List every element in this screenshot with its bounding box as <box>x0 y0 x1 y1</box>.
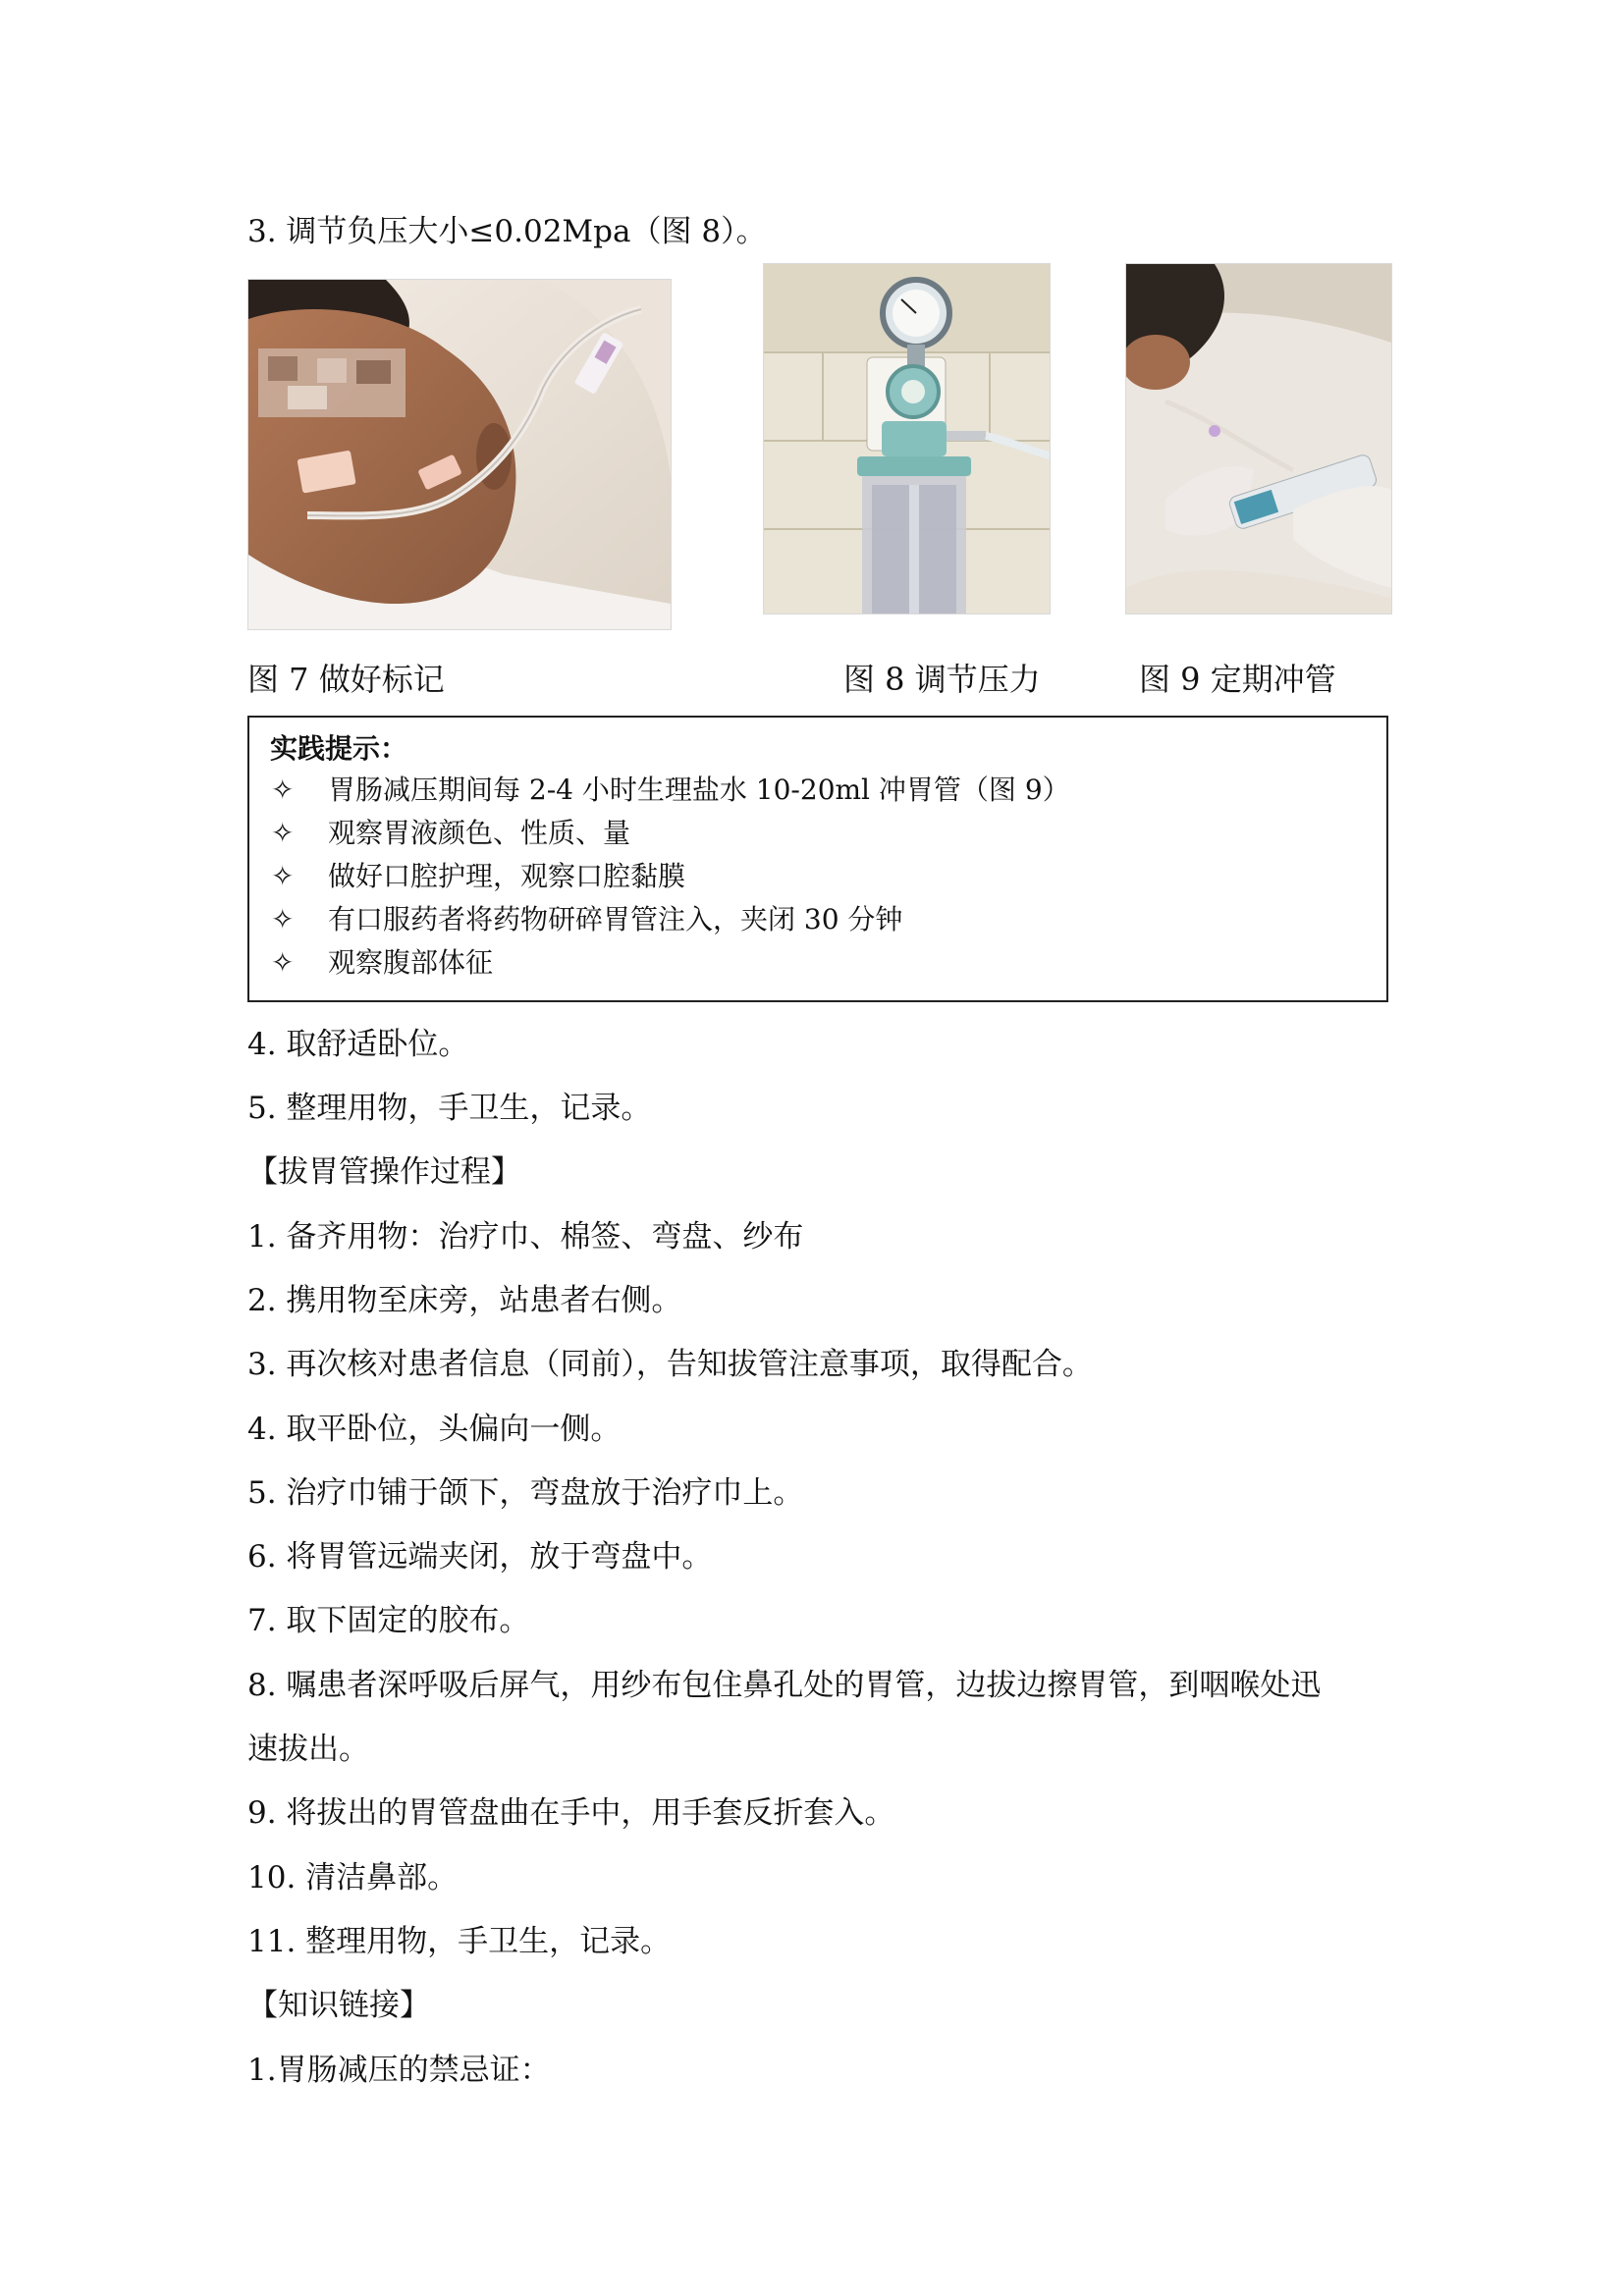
diamond-marker-icon: ✧ <box>271 774 295 806</box>
tip-item <box>271 859 685 894</box>
figure-9-photo <box>1125 263 1392 614</box>
remove-step-11: 11. 整理用物，手卫生，记录。 <box>247 1924 672 1959</box>
remove-step-6: 6. 将胃管远端夹闭，放于弯盘中。 <box>247 1539 713 1575</box>
tip-item <box>271 773 1070 808</box>
practice-tips-title: 实践提示： <box>270 732 408 765</box>
knowledge-item-1: 1.胃肠减压的禁忌证： <box>247 2053 551 2088</box>
remove-step-7: 7. 取下固定的胶布。 <box>247 1603 530 1638</box>
figure-7-photo <box>247 279 672 630</box>
figure-7-caption: 图 7 做好标记 <box>247 661 445 698</box>
remove-step-8: 8. 嘱患者深呼吸后屏气，用纱布包住鼻孔处的胃管，边拔边擦胃管，到咽喉处迅 <box>247 1668 1322 1703</box>
tip-text: 观察腹部体征 <box>328 946 494 979</box>
tip-text: 有口服药者将药物研碎胃管注入，夹闭 30 分钟 <box>328 903 903 935</box>
diamond-marker-icon: ✧ <box>271 860 295 892</box>
figure-8-caption: 图 8 调节压力 <box>843 661 1041 698</box>
tip-item <box>271 945 493 981</box>
tip-text: 做好口腔护理，观察口腔黏膜 <box>328 860 686 892</box>
step-4: 4. 取舒适卧位。 <box>247 1027 469 1062</box>
remove-step-10: 10. 清洁鼻部。 <box>247 1860 459 1896</box>
remove-step-5: 5. 治疗巾铺于颌下，弯盘放于治疗巾上。 <box>247 1475 804 1511</box>
tip-item <box>271 816 630 851</box>
remove-step-9: 9. 将拔出的胃管盘曲在手中，用手套反折套入。 <box>247 1795 895 1831</box>
tip-item <box>271 902 902 937</box>
tip-text: 观察胃液颜色、性质、量 <box>328 817 631 849</box>
remove-step-3: 3. 再次核对患者信息（同前），告知拔管注意事项，取得配合。 <box>247 1347 1093 1382</box>
patient-tube-image <box>248 280 671 629</box>
diamond-marker-icon: ✧ <box>271 903 295 935</box>
section-remove-title: 【拔胃管操作过程】 <box>247 1154 521 1190</box>
step-3-adjust-pressure: 3. 调节负压大小≤0.02Mpa（图 8）。 <box>247 214 767 249</box>
tip-text: 胃肠减压期间每 2-4 小时生理盐水 10-20ml 冲胃管（图 9） <box>328 774 1070 806</box>
diamond-marker-icon: ✧ <box>271 817 295 849</box>
remove-step-2: 2. 携用物至床旁，站患者右侧。 <box>247 1283 682 1318</box>
figure-9-caption: 图 9 定期冲管 <box>1139 661 1336 698</box>
remove-step-1: 1. 备齐用物：治疗巾、棉签、弯盘、纱布 <box>247 1219 804 1255</box>
step-5: 5. 整理用物，手卫生，记录。 <box>247 1091 652 1126</box>
remove-step-4: 4. 取平卧位，头偏向一侧。 <box>247 1412 622 1447</box>
section-knowledge-title: 【知识链接】 <box>247 1988 430 2023</box>
remove-step-8-continued: 速拔出。 <box>247 1732 369 1767</box>
practice-tips-box <box>247 716 1388 1002</box>
figure-8-photo <box>763 263 1051 614</box>
suction-regulator-image <box>764 264 1050 614</box>
flushing-tube-image <box>1126 264 1391 614</box>
diamond-marker-icon: ✧ <box>271 946 295 979</box>
